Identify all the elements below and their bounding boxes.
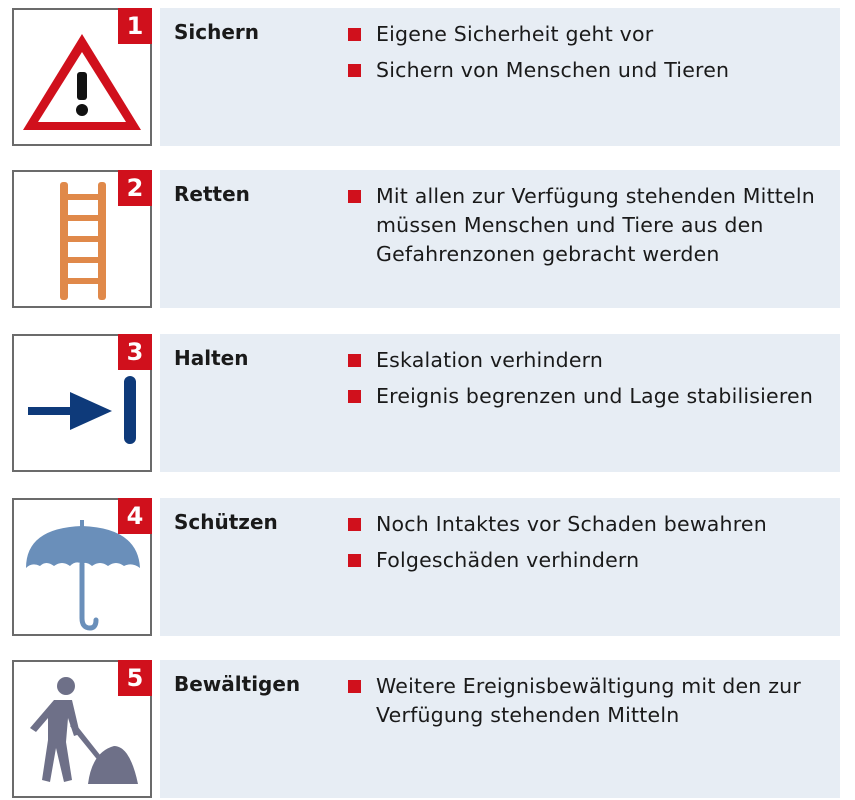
bullet-square-icon <box>348 354 361 367</box>
step-items <box>348 182 828 276</box>
list-item: Noch Intaktes vor Schaden bewahren <box>348 510 828 539</box>
step-items <box>348 20 828 92</box>
list-item: Sichern von Menschen und Tieren <box>348 56 828 85</box>
bullet-square-icon <box>348 518 361 531</box>
step-number: 3 <box>118 334 152 370</box>
step-number: 2 <box>118 170 152 206</box>
step-panel <box>160 660 840 798</box>
icon-box-5 <box>12 660 152 798</box>
bullet-square-icon <box>348 28 361 41</box>
step-title: Bewältigen <box>174 672 301 696</box>
step-number: 1 <box>118 8 152 44</box>
bullet-square-icon <box>348 64 361 77</box>
icon-box-1 <box>12 8 152 146</box>
step-title: Sichern <box>174 20 260 44</box>
list-item: Weitere Ereignisbewältigung mit den zur Verfügung stehenden Mitteln <box>348 672 828 730</box>
step-title: Schützen <box>174 510 278 534</box>
step-panel <box>160 334 840 472</box>
step-number: 4 <box>118 498 152 534</box>
icon-box-3 <box>12 334 152 472</box>
bullet-square-icon <box>348 680 361 693</box>
bullet-square-icon <box>348 190 361 203</box>
step-items <box>348 672 828 737</box>
step-title: Halten <box>174 346 249 370</box>
step-title: Retten <box>174 182 250 206</box>
list-item: Ereignis begrenzen und Lage stabilisieren <box>348 382 828 411</box>
bullet-square-icon <box>348 554 361 567</box>
icon-box-2 <box>12 170 152 308</box>
list-item: Eskalation verhindern <box>348 346 828 375</box>
step-panel <box>160 498 840 636</box>
list-item: Mit allen zur Verfügung stehenden Mitteln müssen Menschen und Tiere aus den Gefahrenzonen gebracht werden <box>348 182 828 269</box>
step-items <box>348 510 828 582</box>
icon-box-4 <box>12 498 152 636</box>
bullet-square-icon <box>348 390 361 403</box>
step-panel <box>160 8 840 146</box>
list-item: Eigene Sicherheit geht vor <box>348 20 828 49</box>
step-panel <box>160 170 840 308</box>
step-number: 5 <box>118 660 152 696</box>
step-items <box>348 346 828 418</box>
list-item: Folgeschäden verhindern <box>348 546 828 575</box>
